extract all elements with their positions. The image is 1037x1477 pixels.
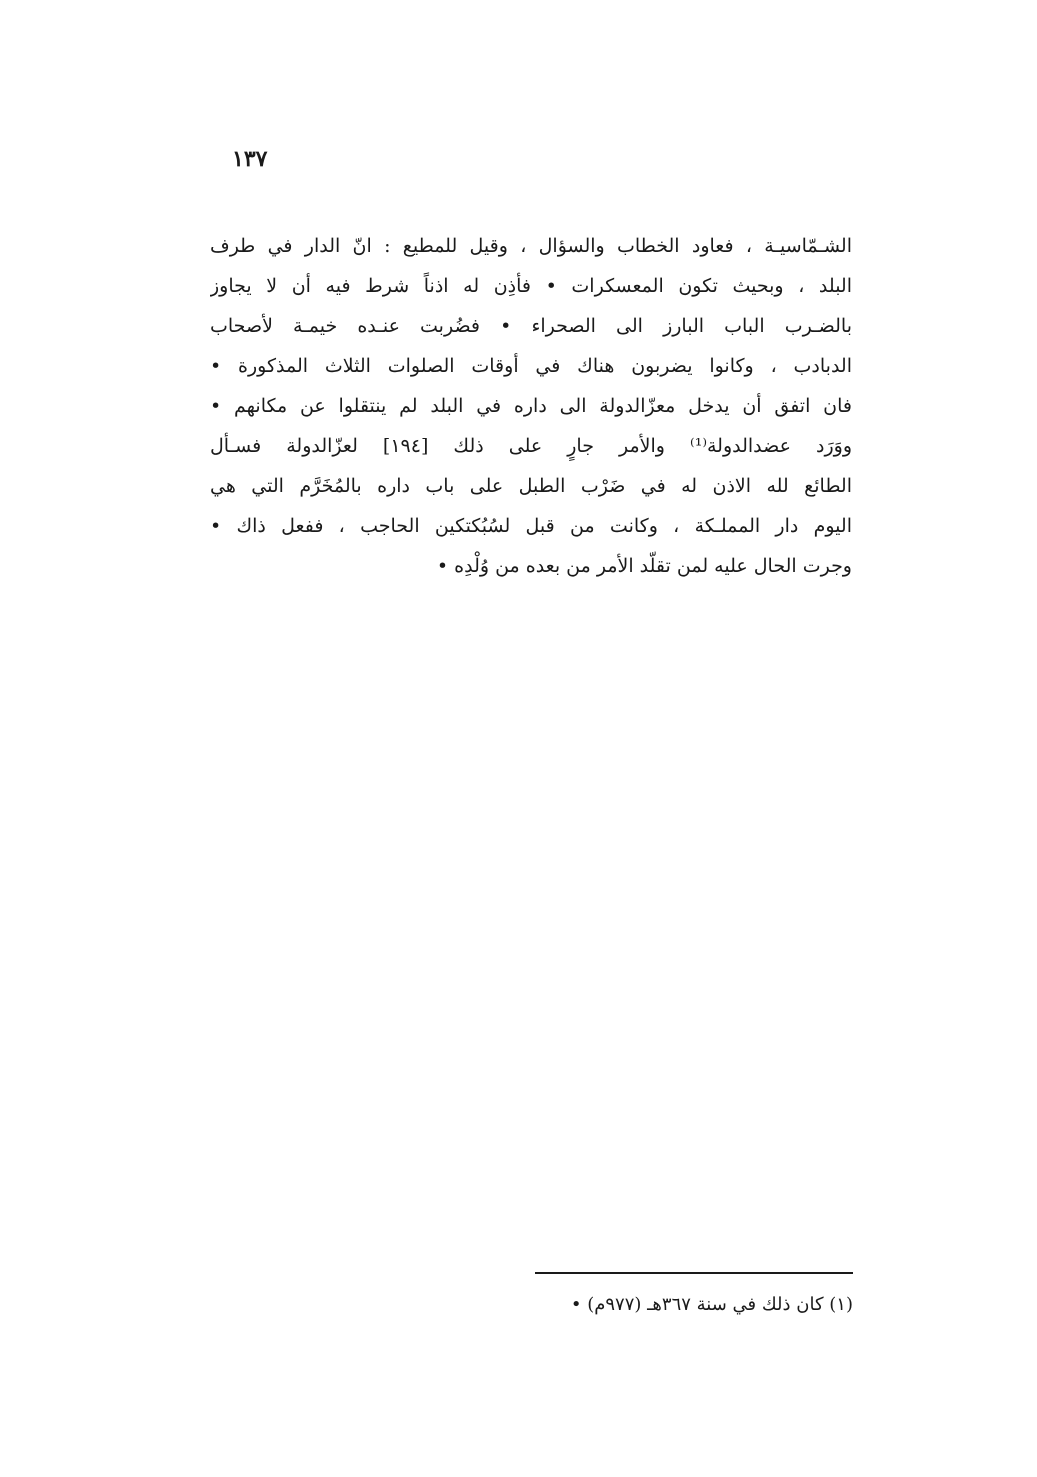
body-line: ووَرَد عضدالدولة⁽¹⁾ والأمر جارٍ على ذلك [١٩٤] لعزّالدولة فسـأل xyxy=(210,435,852,457)
footnote-divider xyxy=(535,1272,853,1274)
body-line: الطائع لله الاذن له في ضَرْب الطبل على باب داره بالمُخَرَّم التي هي xyxy=(210,475,852,497)
body-line: البلد ، وبحيث تكون المعسكرات • فأذِن له اذناً شرط فيه أن لا يجاوز xyxy=(210,275,852,297)
body-line: الدبادب ، وكانوا يضربون هناك في أوقات الصلوات الثلاث المذكورة • xyxy=(210,355,852,377)
body-line: الشـمّاسيـة ، فعاود الخطاب والسؤال ، وقيل للمطيع : انّ الدار في طرف xyxy=(210,235,852,257)
page-number: ١٣٧ xyxy=(232,146,268,172)
body-line: فان اتفق أن يدخل معزّالدولة الى داره في البلد لم ينتقلوا عن مكانهم • xyxy=(210,395,852,417)
body-line: اليوم دار المملـكة ، وكانت من قبل لسُبُكتكين الحاجب ، ففعل ذاك • xyxy=(210,515,852,537)
body-text xyxy=(210,226,852,586)
footnote: (١) كان ذلك في سنة ٣٦٧هـ (٩٧٧م) • xyxy=(570,1294,853,1315)
body-line: بالضـرب الباب البارز الى الصحراء • فضُربت عنـده خيمـة لأصحاب xyxy=(210,315,852,337)
body-line-last: وجرت الحال عليه لمن تقلّد الأمر من بعده من وُلْدِه • xyxy=(436,555,852,577)
